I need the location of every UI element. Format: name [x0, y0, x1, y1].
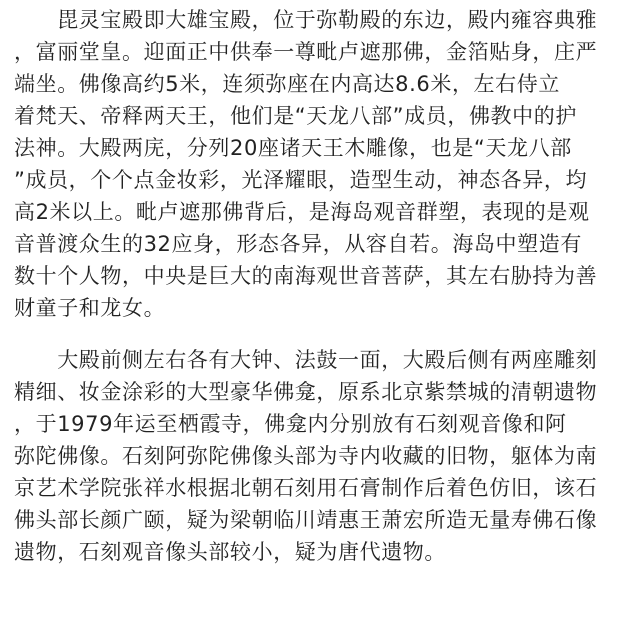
text-line: 财童子和龙女。	[14, 296, 166, 320]
text-line: 遗物，石刻观音像头部较小，疑为唐代遗物。	[14, 540, 446, 564]
paragraph-buddhist-shrines	[14, 344, 640, 568]
text-line: 端坐。佛像高约5米，连须弥座在内高达8.6米，左右侍立	[14, 72, 560, 96]
text-line: ，于1979年运至栖霞寺，佛龛内分别放有石刻观音像和阿	[14, 412, 567, 436]
text-line: ，富丽堂皇。迎面正中供奉一尊毗卢遮那佛，金箔贴身，庄严	[14, 40, 598, 64]
text-line: 法神。大殿两庑，分列20座诸天王木雕像，也是“天龙八部	[14, 136, 572, 160]
text-line: 音普渡众生的32应身，形态各异，从容自若。海岛中塑造有	[14, 232, 582, 256]
text-line: 大殿前侧左右各有大钟、法鼓一面，大殿后侧有两座雕刻	[14, 348, 598, 372]
text-line: 弥陀佛像。石刻阿弥陀佛像头部为寺内收藏的旧物，躯体为南	[14, 444, 598, 468]
text-line: 数十个人物，中央是巨大的南海观世音菩萨，其左右胁持为善	[14, 264, 598, 288]
text-line: 佛头部长颜广颐，疑为梁朝临川靖惠王萧宏所造无量寿佛石像	[14, 508, 598, 532]
text-line: 京艺术学院张祥水根据北朝石刻用石膏制作后着色仿旧，该石	[14, 476, 598, 500]
paragraph-vairocana-hall	[14, 4, 640, 324]
text-line: 着梵天、帝释两天王，他们是“天龙八部”成员，佛教中的护	[14, 104, 577, 128]
text-line: 精细、妆金涂彩的大型豪华佛龛，原系北京紫禁城的清朝遗物	[14, 380, 598, 404]
text-line: 高2米以上。毗卢遮那佛背后，是海岛观音群塑，表现的是观	[14, 200, 590, 224]
text-line: 毘灵宝殿即大雄宝殿，位于弥勒殿的东边，殿内雍容典雅	[14, 8, 598, 32]
text-line: ”成员，个个点金妆彩，光泽耀眼，造型生动，神态各异，均	[14, 168, 588, 192]
